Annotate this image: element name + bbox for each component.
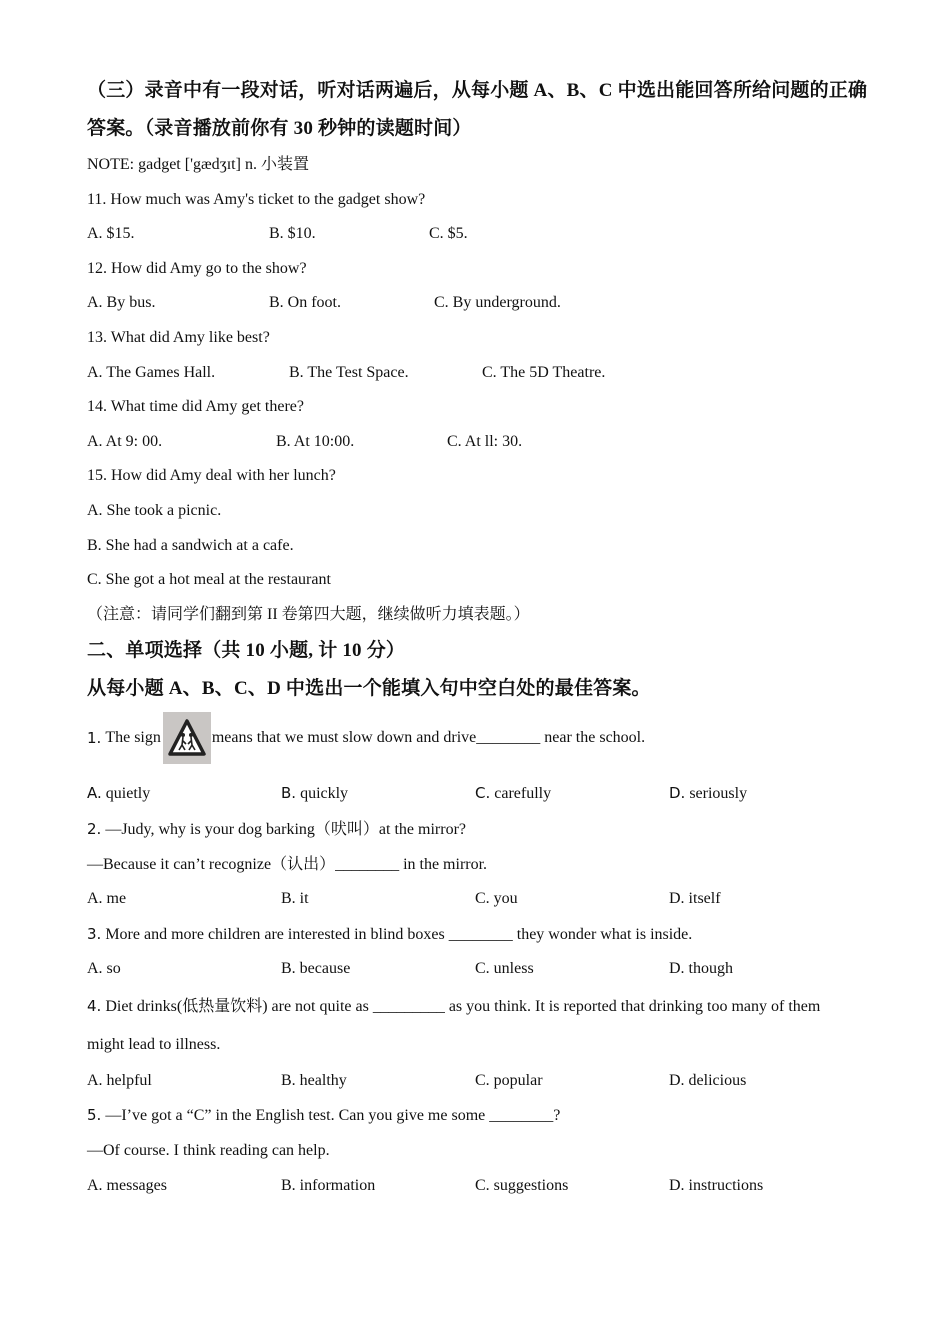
exam-page — [87, 72, 877, 1203]
question-2-options — [87, 882, 877, 917]
option-b: B. because — [281, 960, 351, 978]
question-1-text-before: The sign — [105, 729, 161, 747]
option-d: D. seriously — [669, 784, 748, 803]
question-11-stem: 11. How much was Amy's ticket to the gadget show? — [87, 190, 426, 208]
section-two-instruction: 从每小题 A、B、C、D 中选出一个能填入句中空白处的最佳答案。 — [87, 678, 651, 700]
question-12-options — [87, 286, 877, 321]
question-3-stem: 3. More and more children are interested in blind boxes ________ they wonder what is inside. — [87, 924, 693, 943]
question-1-stem — [87, 708, 877, 768]
question-15-option-b: B. She had a sandwich at a cafe. — [87, 536, 294, 554]
question-5-line1: 5. —I’ve got a “C” in the English test. Can you give me some ________? — [87, 1106, 561, 1125]
option-a: A. me — [87, 890, 127, 908]
option-a: A. quietly — [87, 784, 151, 803]
question-5-line2: —Of course. I think reading can help. — [87, 1142, 330, 1160]
section-two-title: 二、单项选择（共 10 小题, 计 10 分） — [87, 640, 406, 662]
question-number: 1. — [87, 729, 102, 748]
option-a: A. At 9: 00. — [87, 432, 163, 450]
question-15-option-c: C. She got a hot meal at the restaurant — [87, 571, 331, 589]
option-c: C. popular — [475, 1071, 543, 1089]
option-d: D. delicious — [669, 1071, 747, 1089]
question-14-stem: 14. What time did Amy get there? — [87, 398, 304, 416]
question-13-options — [87, 356, 877, 391]
question-14-options — [87, 425, 877, 460]
option-d: D. itself — [669, 890, 721, 908]
option-c: C. The 5D Theatre. — [482, 363, 606, 381]
option-a: A. messages — [87, 1176, 167, 1194]
vocabulary-note: NOTE: gadget ['gædʒɪt] n. 小装置 — [87, 156, 309, 173]
question-4-stem-cont: might lead to illness. — [87, 1035, 221, 1053]
option-c: C. carefully — [475, 784, 552, 803]
question-4-stem: 4. Diet drinks(低热量饮料) are not quite as _________ as you think. It is reported that drinking too many of them — [87, 996, 821, 1015]
section3-heading-line1: （三）录音中有一段对话，听对话两遍后，从每小题 A、B、C 中选出能回答所给问题的正确 — [87, 80, 868, 101]
question-15-option-a: A. She took a picnic. — [87, 501, 222, 519]
option-a: A. By bus. — [87, 294, 156, 312]
option-b: B. information — [281, 1176, 376, 1194]
option-a: A. so — [87, 960, 121, 978]
question-2-line1: 2. —Judy, why is your dog barking（吠叫）at the mirror? — [87, 819, 467, 838]
option-d: D. instructions — [669, 1176, 764, 1194]
option-b: B. healthy — [281, 1071, 347, 1089]
question-1-text-after: means that we must slow down and drive________ near the school. — [211, 729, 646, 747]
question-5-options — [87, 1169, 877, 1204]
option-c: C. At ll: 30. — [447, 432, 523, 450]
option-c: C. you — [475, 890, 518, 908]
reminder-note: （注意：请同学们翻到第 II 卷第四大题，继续做听力填表题。） — [87, 605, 530, 623]
question-15-stem: 15. How did Amy deal with her lunch? — [87, 467, 336, 485]
question-13-stem: 13. What did Amy like best? — [87, 328, 270, 346]
question-12-stem: 12. How did Amy go to the show? — [87, 259, 307, 277]
question-2-line2: —Because it can’t recognize（认出）________ in the mirror. — [87, 855, 488, 873]
option-b: B. The Test Space. — [289, 363, 409, 381]
question-11-options — [87, 217, 877, 252]
children-crossing-sign-icon — [163, 712, 211, 764]
question-1-options — [87, 776, 877, 812]
question-4-options — [87, 1064, 877, 1099]
option-a: A. The Games Hall. — [87, 363, 216, 381]
option-b: B. it — [281, 890, 309, 908]
option-b: B. On foot. — [269, 294, 341, 312]
option-a: A. $15. — [87, 225, 135, 243]
question-3-options — [87, 952, 877, 987]
option-c: C. $5. — [429, 225, 468, 243]
option-a: A. helpful — [87, 1071, 152, 1089]
option-c: C. By underground. — [434, 294, 561, 312]
option-c: C. unless — [475, 960, 534, 978]
option-d: D. though — [669, 960, 733, 978]
option-b: B. At 10:00. — [276, 432, 355, 450]
option-b: B. $10. — [269, 225, 316, 243]
option-c: C. suggestions — [475, 1176, 569, 1194]
section3-heading-line2: 答案。（录音播放前你有 30 秒钟的读题时间） — [87, 118, 472, 139]
option-b: B. quickly — [281, 784, 349, 803]
